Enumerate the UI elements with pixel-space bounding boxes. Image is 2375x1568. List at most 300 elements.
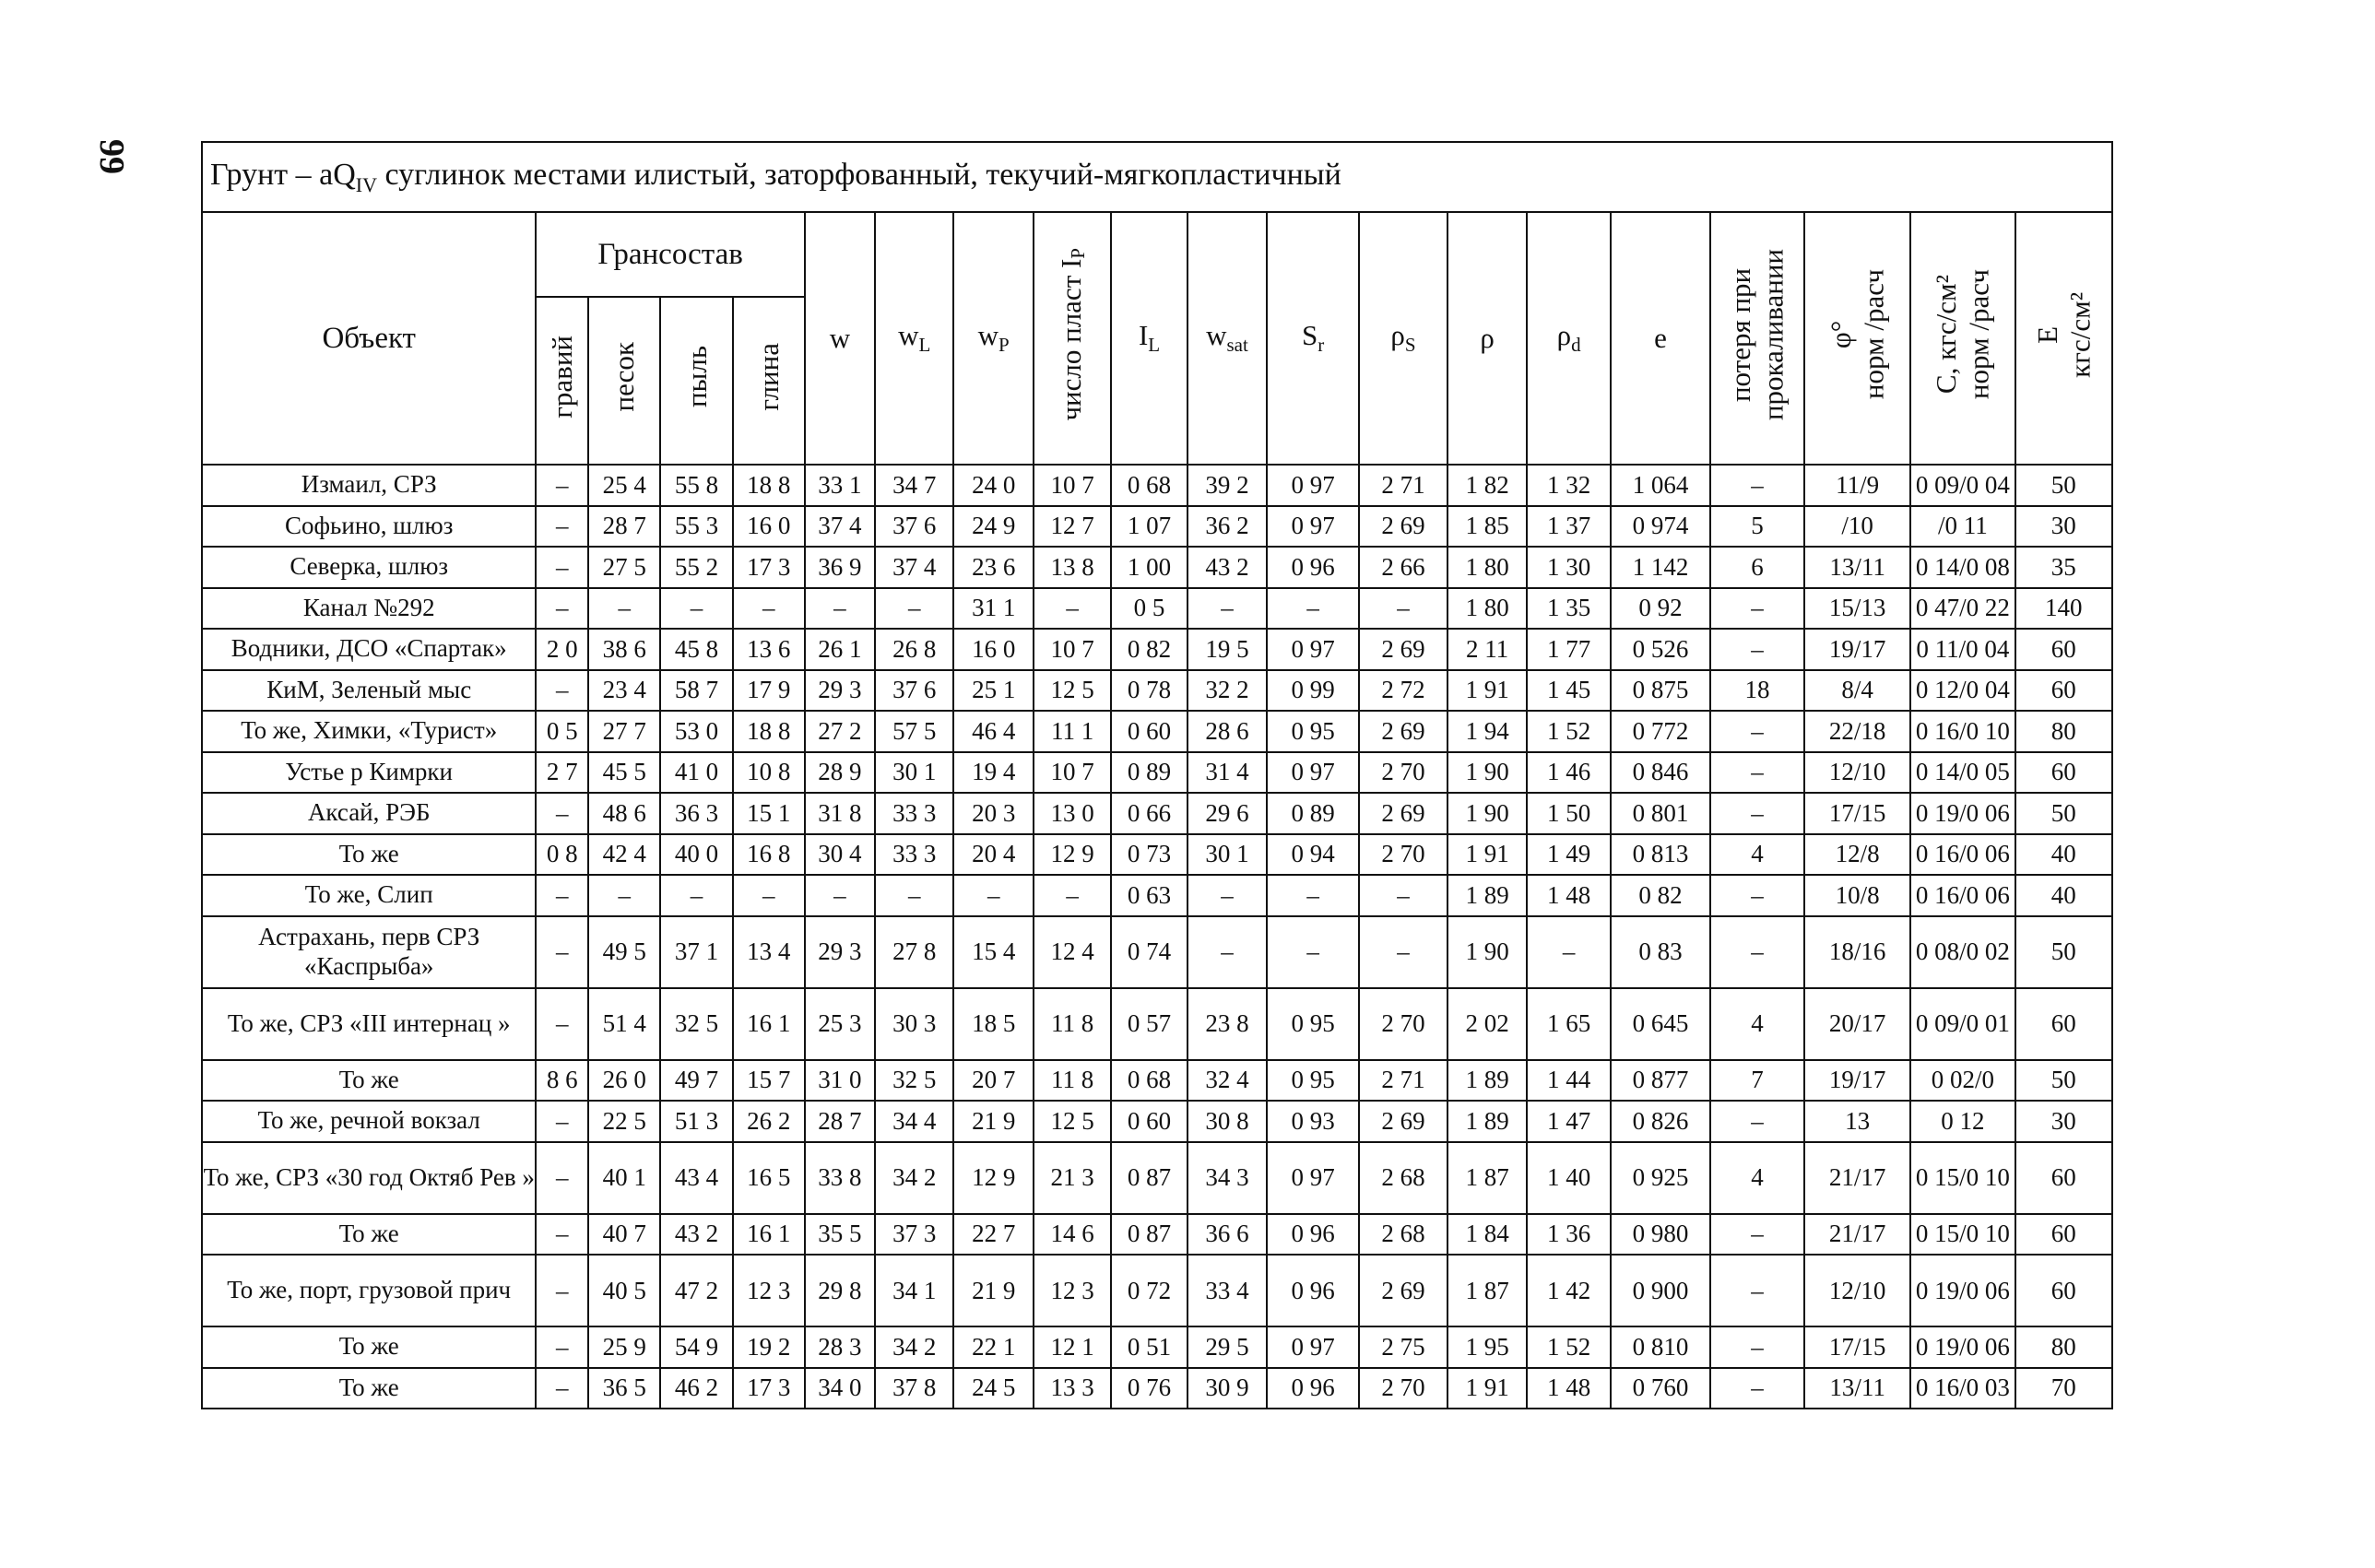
cell-w: 29 3 [805, 916, 875, 988]
cell-silt: 43 4 [660, 1142, 732, 1214]
cell-object: Измаил, СРЗ [202, 465, 536, 506]
cell-IL: 0 89 [1111, 752, 1187, 794]
cell-clay: 17 3 [733, 547, 805, 588]
cell-wP: – [953, 875, 1033, 916]
header-wL: $w_L$ [875, 212, 953, 465]
cell-clay: 18 8 [733, 465, 805, 506]
cell-IL: 0 87 [1111, 1142, 1187, 1214]
cell-rho: 1 90 [1447, 752, 1527, 794]
cell-wP: 20 7 [953, 1060, 1033, 1102]
cell-loss: – [1710, 711, 1804, 752]
cell-E: 50 [2015, 465, 2112, 506]
cell-ip: 13 3 [1034, 1368, 1111, 1409]
cell-loss: – [1710, 1255, 1804, 1326]
table-row [202, 916, 2112, 988]
cell-Sr: 0 96 [1267, 1368, 1359, 1409]
cell-phi: 11/9 [1804, 465, 1910, 506]
cell-sand: 38 6 [588, 629, 660, 670]
cell-rho: 1 89 [1447, 875, 1527, 916]
cell-gravel: – [536, 1368, 588, 1409]
cell-loss: – [1710, 875, 1804, 916]
table-row [202, 670, 2112, 712]
header-ip: число пласт $I_P$ [1034, 212, 1111, 465]
cell-ip: 10 7 [1034, 752, 1111, 794]
cell-wsat: 32 2 [1188, 670, 1267, 712]
cell-phi: 21/17 [1804, 1214, 1910, 1256]
cell-wP: 22 7 [953, 1214, 1033, 1256]
table-body [202, 465, 2112, 1409]
cell-silt: 32 5 [660, 988, 732, 1060]
cell-e: 0 526 [1611, 629, 1710, 670]
cell-sand: 51 4 [588, 988, 660, 1060]
cell-object: То же [202, 1368, 536, 1409]
cell-rho-d: 1 44 [1527, 1060, 1611, 1102]
cell-silt: 51 3 [660, 1101, 732, 1142]
cell-IL: 0 87 [1111, 1214, 1187, 1256]
cell-e: 0 772 [1611, 711, 1710, 752]
cell-sand: 22 5 [588, 1101, 660, 1142]
cell-E: 30 [2015, 506, 2112, 548]
cell-rho-s: 2 69 [1359, 711, 1447, 752]
header-rho-d: $\rho_d$ [1527, 212, 1611, 465]
cell-E: 140 [2015, 588, 2112, 630]
cell-e: 0 925 [1611, 1142, 1710, 1214]
header-e: e [1611, 212, 1710, 465]
cell-Sr: 0 95 [1267, 988, 1359, 1060]
cell-Sr: 0 97 [1267, 1142, 1359, 1214]
cell-e: 1 064 [1611, 465, 1710, 506]
cell-clay: 15 7 [733, 1060, 805, 1102]
cell-gravel: 8 6 [536, 1060, 588, 1102]
cell-rho: 1 84 [1447, 1214, 1527, 1256]
cell-sand: 28 7 [588, 506, 660, 548]
cell-w: 35 5 [805, 1214, 875, 1256]
cell-E: 60 [2015, 670, 2112, 712]
cell-gravel: – [536, 793, 588, 834]
cell-IL: 0 76 [1111, 1368, 1187, 1409]
cell-Sr: – [1267, 916, 1359, 988]
cell-w: – [805, 588, 875, 630]
cell-clay: 18 8 [733, 711, 805, 752]
cell-sand: – [588, 875, 660, 916]
cell-Sr: – [1267, 588, 1359, 630]
cell-c: 0 16/0 03 [1910, 1368, 2015, 1409]
cell-IL: 0 72 [1111, 1255, 1187, 1326]
cell-w: 34 0 [805, 1368, 875, 1409]
cell-loss: – [1710, 916, 1804, 988]
cell-ip: 12 5 [1034, 1101, 1111, 1142]
header-rho: ρ [1447, 212, 1527, 465]
cell-wP: 25 1 [953, 670, 1033, 712]
cell-wsat: 30 1 [1188, 834, 1267, 876]
cell-c: 0 09/0 01 [1910, 988, 2015, 1060]
cell-wP: 31 1 [953, 588, 1033, 630]
cell-silt: 37 1 [660, 916, 732, 988]
header-object: Объект [202, 212, 536, 465]
cell-wsat: 33 4 [1188, 1255, 1267, 1326]
cell-phi: 15/13 [1804, 588, 1910, 630]
table-row [202, 588, 2112, 630]
cell-wP: 21 9 [953, 1101, 1033, 1142]
table-row [202, 465, 2112, 506]
cell-rho-s: 2 69 [1359, 1255, 1447, 1326]
cell-wP: 21 9 [953, 1255, 1033, 1326]
cell-rho-s: 2 66 [1359, 547, 1447, 588]
cell-E: 60 [2015, 1142, 2112, 1214]
cell-wsat: 30 9 [1188, 1368, 1267, 1409]
cell-silt: 54 9 [660, 1326, 732, 1368]
cell-clay: 13 4 [733, 916, 805, 988]
cell-Sr: 0 95 [1267, 711, 1359, 752]
table-row [202, 988, 2112, 1060]
cell-wP: 24 5 [953, 1368, 1033, 1409]
cell-rho-d: 1 42 [1527, 1255, 1611, 1326]
cell-rho-d: 1 77 [1527, 629, 1611, 670]
cell-e: 0 760 [1611, 1368, 1710, 1409]
cell-w: 28 3 [805, 1326, 875, 1368]
cell-E: 30 [2015, 1101, 2112, 1142]
cell-silt: 55 3 [660, 506, 732, 548]
cell-rho: 1 94 [1447, 711, 1527, 752]
cell-sand: 25 4 [588, 465, 660, 506]
cell-IL: 0 63 [1111, 875, 1187, 916]
cell-gravel: – [536, 465, 588, 506]
cell-IL: 0 60 [1111, 711, 1187, 752]
cell-ip: – [1034, 875, 1111, 916]
cell-rho-d: 1 32 [1527, 465, 1611, 506]
cell-sand: 26 0 [588, 1060, 660, 1102]
cell-wP: 23 6 [953, 547, 1033, 588]
cell-phi: 12/10 [1804, 1255, 1910, 1326]
cell-rho: 1 87 [1447, 1142, 1527, 1214]
cell-phi: 12/10 [1804, 752, 1910, 794]
header-phi: φ° норм /расч [1804, 212, 1910, 465]
cell-clay: 16 5 [733, 1142, 805, 1214]
cell-ip: 13 8 [1034, 547, 1111, 588]
cell-IL: 1 07 [1111, 506, 1187, 548]
cell-c: 0 11/0 04 [1910, 629, 2015, 670]
cell-c: 0 12 [1910, 1101, 2015, 1142]
cell-rho: 1 87 [1447, 1255, 1527, 1326]
table-row [202, 1368, 2112, 1409]
header-loss: потеря при прокаливании [1710, 212, 1804, 465]
cell-e: 0 813 [1611, 834, 1710, 876]
cell-e: 0 846 [1611, 752, 1710, 794]
cell-ip: 12 4 [1034, 916, 1111, 988]
cell-clay: – [733, 588, 805, 630]
cell-wL: 30 1 [875, 752, 953, 794]
cell-gravel: 2 0 [536, 629, 588, 670]
cell-wsat: 19 5 [1188, 629, 1267, 670]
cell-rho-s: 2 70 [1359, 1368, 1447, 1409]
cell-rho: 1 89 [1447, 1101, 1527, 1142]
cell-e: 0 900 [1611, 1255, 1710, 1326]
cell-E: 60 [2015, 752, 2112, 794]
cell-c: 0 15/0 10 [1910, 1214, 2015, 1256]
cell-rho-d: 1 52 [1527, 711, 1611, 752]
cell-wsat: 29 5 [1188, 1326, 1267, 1368]
cell-wP: 16 0 [953, 629, 1033, 670]
cell-gravel: – [536, 670, 588, 712]
cell-gravel: – [536, 506, 588, 548]
header-gran-group: Грансостав [536, 212, 804, 297]
cell-gravel: – [536, 1326, 588, 1368]
cell-rho-s: – [1359, 916, 1447, 988]
cell-ip: 12 5 [1034, 670, 1111, 712]
cell-phi: 13/11 [1804, 1368, 1910, 1409]
cell-wP: 19 4 [953, 752, 1033, 794]
cell-E: 80 [2015, 1326, 2112, 1368]
cell-sand: 45 5 [588, 752, 660, 794]
cell-wL: – [875, 588, 953, 630]
cell-wL: 34 7 [875, 465, 953, 506]
cell-silt: 47 2 [660, 1255, 732, 1326]
cell-wL: 26 8 [875, 629, 953, 670]
cell-sand: 27 7 [588, 711, 660, 752]
cell-c: 0 08/0 02 [1910, 916, 2015, 988]
cell-wsat: 36 2 [1188, 506, 1267, 548]
cell-rho-d: 1 65 [1527, 988, 1611, 1060]
cell-clay: – [733, 875, 805, 916]
cell-loss: 7 [1710, 1060, 1804, 1102]
cell-rho-s: 2 68 [1359, 1214, 1447, 1256]
table-row [202, 547, 2112, 588]
cell-silt: – [660, 875, 732, 916]
cell-IL: 0 5 [1111, 588, 1187, 630]
cell-wL: 37 4 [875, 547, 953, 588]
cell-E: 70 [2015, 1368, 2112, 1409]
cell-w: 29 8 [805, 1255, 875, 1326]
cell-rho: 1 91 [1447, 1368, 1527, 1409]
cell-object: То же, порт, грузовой прич [202, 1255, 536, 1326]
cell-sand: 49 5 [588, 916, 660, 988]
cell-sand: 42 4 [588, 834, 660, 876]
header-wP: $w_P$ [953, 212, 1033, 465]
cell-IL: 0 68 [1111, 1060, 1187, 1102]
cell-E: 40 [2015, 875, 2112, 916]
cell-phi: /10 [1804, 506, 1910, 548]
cell-IL: 0 74 [1111, 916, 1187, 988]
cell-Sr: 0 97 [1267, 752, 1359, 794]
cell-wL: 37 8 [875, 1368, 953, 1409]
cell-loss: 4 [1710, 834, 1804, 876]
cell-wP: 24 0 [953, 465, 1033, 506]
cell-wsat: 43 2 [1188, 547, 1267, 588]
cell-IL: 0 60 [1111, 1101, 1187, 1142]
cell-loss: 18 [1710, 670, 1804, 712]
cell-sand: 25 9 [588, 1326, 660, 1368]
cell-phi: 20/17 [1804, 988, 1910, 1060]
cell-rho: 2 11 [1447, 629, 1527, 670]
cell-e: 0 877 [1611, 1060, 1710, 1102]
cell-wL: 33 3 [875, 793, 953, 834]
cell-object: Северка, шлюз [202, 547, 536, 588]
cell-sand: 23 4 [588, 670, 660, 712]
cell-c: 0 47/0 22 [1910, 588, 2015, 630]
header-rho-s: $\rho_S$ [1359, 212, 1447, 465]
cell-ip: 13 0 [1034, 793, 1111, 834]
cell-clay: 13 6 [733, 629, 805, 670]
header-c: С, кгс/см² норм /расч [1910, 212, 2015, 465]
cell-w: 37 4 [805, 506, 875, 548]
cell-phi: 17/15 [1804, 1326, 1910, 1368]
cell-rho: 1 85 [1447, 506, 1527, 548]
cell-gravel: – [536, 588, 588, 630]
cell-loss: 5 [1710, 506, 1804, 548]
cell-silt: 55 8 [660, 465, 732, 506]
cell-wsat: – [1188, 875, 1267, 916]
cell-rho-s: 2 72 [1359, 670, 1447, 712]
cell-rho: 1 95 [1447, 1326, 1527, 1368]
cell-wL: 32 5 [875, 1060, 953, 1102]
cell-object: Устье р Кимрки [202, 752, 536, 794]
cell-e: 0 801 [1611, 793, 1710, 834]
cell-rho-s: 2 68 [1359, 1142, 1447, 1214]
cell-rho-s: – [1359, 875, 1447, 916]
cell-wL: 37 6 [875, 506, 953, 548]
cell-loss: – [1710, 752, 1804, 794]
cell-phi: 18/16 [1804, 916, 1910, 988]
cell-wL: 37 6 [875, 670, 953, 712]
cell-Sr: 0 89 [1267, 793, 1359, 834]
cell-w: 33 8 [805, 1142, 875, 1214]
cell-clay: 19 2 [733, 1326, 805, 1368]
cell-clay: 12 3 [733, 1255, 805, 1326]
cell-w: 31 0 [805, 1060, 875, 1102]
cell-object: То же, речной вокзал [202, 1101, 536, 1142]
cell-w: 33 1 [805, 465, 875, 506]
table-row [202, 1326, 2112, 1368]
cell-silt: 40 0 [660, 834, 732, 876]
cell-E: 60 [2015, 988, 2112, 1060]
cell-IL: 0 57 [1111, 988, 1187, 1060]
header-clay: глина [733, 297, 805, 465]
cell-gravel: – [536, 1214, 588, 1256]
cell-e: 0 92 [1611, 588, 1710, 630]
cell-Sr: – [1267, 875, 1359, 916]
cell-silt: 49 7 [660, 1060, 732, 1102]
page-number: 99 [92, 139, 131, 174]
cell-gravel: – [536, 1142, 588, 1214]
cell-rho-d: 1 36 [1527, 1214, 1611, 1256]
cell-w: 31 8 [805, 793, 875, 834]
cell-rho: 1 82 [1447, 465, 1527, 506]
cell-silt: – [660, 588, 732, 630]
cell-clay: 10 8 [733, 752, 805, 794]
cell-c: 0 15/0 10 [1910, 1142, 2015, 1214]
cell-IL: 0 78 [1111, 670, 1187, 712]
cell-wP: 20 4 [953, 834, 1033, 876]
cell-E: 60 [2015, 1214, 2112, 1256]
cell-silt: 55 2 [660, 547, 732, 588]
cell-Sr: 0 97 [1267, 465, 1359, 506]
cell-wP: 18 5 [953, 988, 1033, 1060]
cell-rho-d: 1 48 [1527, 875, 1611, 916]
cell-rho-d: – [1527, 916, 1611, 988]
cell-wL: 30 3 [875, 988, 953, 1060]
cell-silt: 36 3 [660, 793, 732, 834]
cell-gravel: – [536, 988, 588, 1060]
table-row [202, 1101, 2112, 1142]
cell-phi: 12/8 [1804, 834, 1910, 876]
cell-object: То же, Слип [202, 875, 536, 916]
cell-phi: 19/17 [1804, 1060, 1910, 1102]
cell-ip: 10 7 [1034, 629, 1111, 670]
cell-Sr: 0 97 [1267, 1326, 1359, 1368]
cell-IL: 0 73 [1111, 834, 1187, 876]
cell-wP: 12 9 [953, 1142, 1033, 1214]
cell-object: То же [202, 834, 536, 876]
cell-rho-s: 2 69 [1359, 793, 1447, 834]
cell-w: 28 9 [805, 752, 875, 794]
cell-loss: – [1710, 1326, 1804, 1368]
cell-E: 80 [2015, 711, 2112, 752]
header-silt: пыль [660, 297, 732, 465]
header-wsat: $w_{sat}$ [1188, 212, 1267, 465]
cell-phi: 8/4 [1804, 670, 1910, 712]
cell-wL: 34 2 [875, 1142, 953, 1214]
cell-IL: 0 66 [1111, 793, 1187, 834]
cell-loss: – [1710, 465, 1804, 506]
cell-ip: 11 1 [1034, 711, 1111, 752]
soil-properties-table [201, 141, 2113, 1409]
cell-rho-s: 2 71 [1359, 465, 1447, 506]
cell-c: 0 19/0 06 [1910, 1255, 2015, 1326]
cell-E: 40 [2015, 834, 2112, 876]
cell-rho: 2 02 [1447, 988, 1527, 1060]
cell-c: /0 11 [1910, 506, 2015, 548]
cell-loss: – [1710, 1101, 1804, 1142]
cell-wL: – [875, 875, 953, 916]
cell-Sr: 0 97 [1267, 629, 1359, 670]
cell-Sr: 0 94 [1267, 834, 1359, 876]
cell-phi: 22/18 [1804, 711, 1910, 752]
cell-loss: 4 [1710, 988, 1804, 1060]
cell-rho: 1 89 [1447, 1060, 1527, 1102]
cell-gravel: – [536, 1255, 588, 1326]
cell-c: 0 19/0 06 [1910, 1326, 2015, 1368]
cell-silt: 45 8 [660, 629, 732, 670]
cell-loss: 6 [1710, 547, 1804, 588]
cell-rho-d: 1 35 [1527, 588, 1611, 630]
cell-rho-d: 1 47 [1527, 1101, 1611, 1142]
cell-phi: 21/17 [1804, 1142, 1910, 1214]
cell-wP: 20 3 [953, 793, 1033, 834]
cell-ip: 10 7 [1034, 465, 1111, 506]
cell-object: То же [202, 1060, 536, 1102]
cell-rho-d: 1 49 [1527, 834, 1611, 876]
cell-wsat: 31 4 [1188, 752, 1267, 794]
cell-gravel: 2 7 [536, 752, 588, 794]
cell-wL: 34 4 [875, 1101, 953, 1142]
cell-c: 0 09/0 04 [1910, 465, 2015, 506]
cell-rho-s: 2 75 [1359, 1326, 1447, 1368]
cell-object: То же [202, 1326, 536, 1368]
cell-loss: – [1710, 588, 1804, 630]
cell-c: 0 14/0 08 [1910, 547, 2015, 588]
cell-w: 30 4 [805, 834, 875, 876]
cell-gravel: – [536, 875, 588, 916]
cell-IL: 0 82 [1111, 629, 1187, 670]
cell-Sr: 0 99 [1267, 670, 1359, 712]
cell-c: 0 19/0 06 [1910, 793, 2015, 834]
cell-E: 35 [2015, 547, 2112, 588]
cell-sand: 40 5 [588, 1255, 660, 1326]
cell-wP: 15 4 [953, 916, 1033, 988]
cell-E: 50 [2015, 1060, 2112, 1102]
cell-rho: 1 91 [1447, 670, 1527, 712]
cell-wsat: 34 3 [1188, 1142, 1267, 1214]
